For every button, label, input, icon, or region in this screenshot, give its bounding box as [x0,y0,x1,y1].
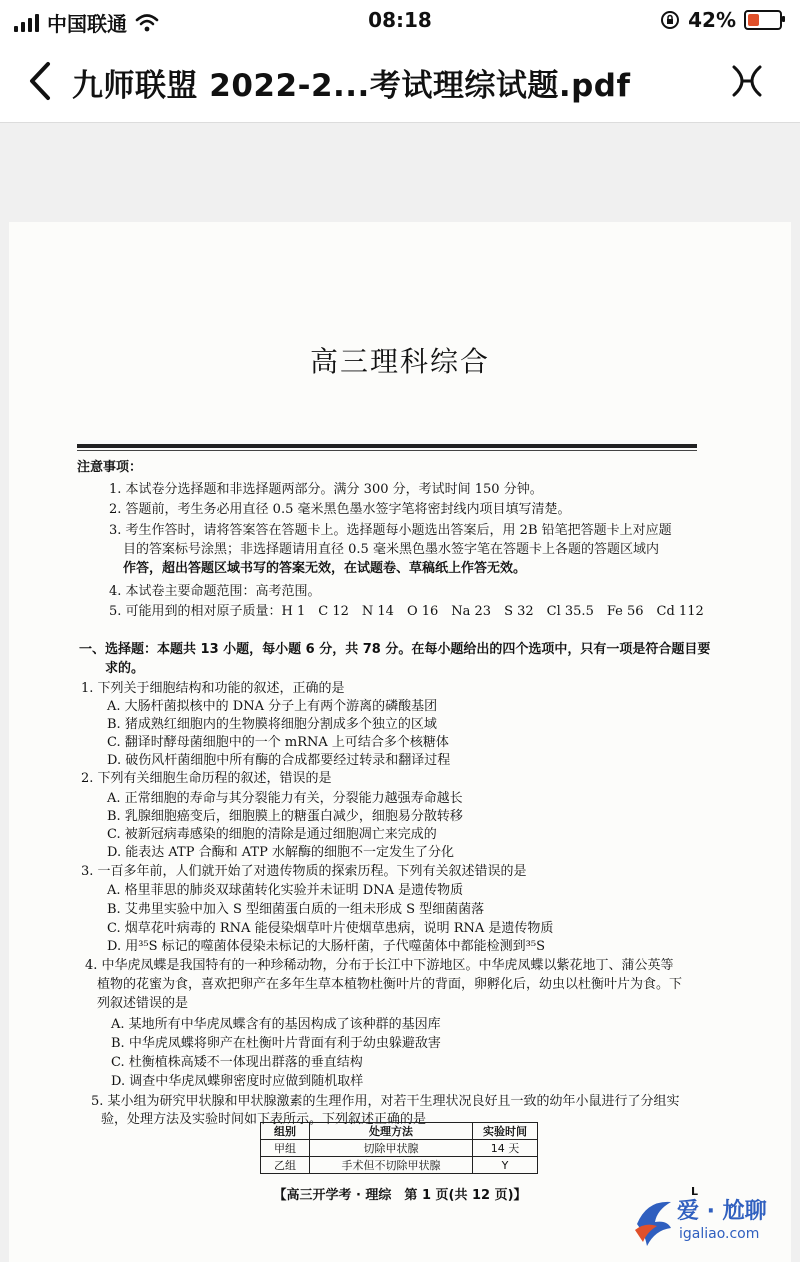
notice-heading: 注意事项： [77,460,143,475]
chevron-left-icon[interactable] [22,58,62,104]
table-header-cell: 处理方法 [310,1123,473,1140]
option-line: A. 正常细胞的寿命与其分裂能力有关，分裂能力越强寿命越长 [107,791,463,806]
battery-percent: 42% [688,8,736,32]
option-line: C. 杜衡植株高矮不一体现出群落的垂直结构 [111,1055,363,1070]
notice-line: 3. 考生作答时，请将答案答在答题卡上。选择题每小题选出答案后，用 2B 铅笔把答题卡上对应题 [109,523,672,538]
status-time: 08:18 [368,8,432,32]
title-rule-thin [77,450,697,451]
nav-bar [0,40,800,123]
table-cell: 乙组 [261,1157,310,1174]
document-title: 高三理科综合 [309,345,490,378]
table-cell: 甲组 [261,1140,310,1157]
notice-line: 5. 可能用到的相对原子质量：H 1 C 12 N 14 O 16 Na 23 S 32 Cl 35.5 Fe 56 Cd 112 [109,604,704,619]
watermark-logo-icon [631,1194,675,1250]
table-header-cell: 组别 [261,1123,310,1140]
option-line: A. 格里菲思的肺炎双球菌转化实验并未证明 DNA 是遗传物质 [107,883,464,898]
question-line: 5. 某小组为研究甲状腺和甲状腺激素的生理作用，对若干生理状况良好且一致的幼年小鼠进行了分组实 [91,1094,680,1109]
section-heading: 求的。 [105,661,145,676]
table-cell: 14 天 [473,1140,538,1157]
file-title: 九师联盟 2022-2...考试理综试题.pdf [72,68,631,104]
option-line: B. 艾弗里实验中加入 S 型细菌蛋白质的一组未形成 S 型细菌菌落 [107,902,485,917]
option-line: D. 破伤风杆菌细胞中所有酶的合成都要经过转录和翻译过程 [107,753,451,768]
question-line: 1. 下列关于细胞结构和功能的叙述，正确的是 [81,681,345,696]
table-header-cell: 实验时间 [473,1123,538,1140]
carrier-name: 中国联通 [47,12,127,36]
table-cell: 手术但不切除甲状腺 [310,1157,473,1174]
notice-line: 目的答案标号涂黑；非选择题请用直径 0.5 毫米黑色墨水签字笔在答题卡上各题的答题区域内 [123,542,659,557]
experiment-table [260,1122,538,1174]
question-line: 验，处理方法及实验时间如下表所示。下列叙述正确的是 [101,1112,427,1127]
question-line: 4. 中华虎凤蝶是我国特有的一种珍稀动物，分布于长江中下游地区。中华虎凤蝶以紫花地丁、蒲公英等 [85,958,674,973]
battery-icon [744,10,782,30]
watermark [631,1192,800,1254]
option-line: C. 被新冠病毒感染的细胞的清除是通过细胞凋亡来完成的 [107,827,437,842]
rotation-lock-icon [660,10,680,30]
notice-line: 4. 本试卷主要命题范围：高考范围。 [109,584,321,599]
question-line: 植物的花蜜为食，喜欢把卵产在多年生草本植物杜衡叶片的背面，卵孵化后，幼虫以杜衡叶片为食。下 [97,977,683,992]
status-right [660,8,782,32]
page-mark: L [691,1185,699,1198]
pdf-page[interactable] [9,222,791,1262]
table-cell: 切除甲状腺 [310,1140,473,1157]
expand-icon[interactable] [730,64,764,98]
question-line: 3. 一百多年前，人们就开始了对遗传物质的探索历程。下列有关叙述错误的是 [81,864,527,879]
option-line: D. 能表达 ATP 合酶和 ATP 水解酶的细胞不一定发生了分化 [107,845,454,860]
option-line: B. 中华虎凤蝶将卵产在杜衡叶片背面有利于幼虫躲避敌害 [111,1036,441,1051]
option-line: D. 调查中华虎凤蝶卵密度时应做到随机取样 [111,1074,364,1089]
option-line: D. 用³⁵S 标记的噬菌体侵染未标记的大肠杆菌，子代噬菌体中都能检测到³⁵S [107,939,546,954]
page-footer: 【高三开学考 · 理综 第 1 页(共 12 页)】 [273,1188,527,1203]
status-bar [0,0,800,40]
question-line: 2. 下列有关细胞生命历程的叙述，错误的是 [81,771,332,786]
table-cell: Y [473,1157,538,1174]
option-line: B. 乳腺细胞癌变后，细胞膜上的糖蛋白减少，细胞易分散转移 [107,809,463,824]
option-line: C. 翻译时酵母菌细胞中的一个 mRNA 上可结合多个核糖体 [107,735,449,750]
table-row [261,1140,538,1157]
table-header-row [261,1123,538,1140]
watermark-url: igaliao.com [679,1226,760,1242]
notice-line: 作答，超出答题区域书写的答案无效，在试题卷、草稿纸上作答无效。 [123,561,527,576]
question-line: 列叙述错误的是 [97,996,189,1011]
title-rule [77,444,697,448]
notice-line: 2. 答题前，考生务必用直径 0.5 毫米黑色墨水签字笔将密封线内项目填写清楚。 [109,502,571,517]
option-line: A. 大肠杆菌拟核中的 DNA 分子上有两个游离的磷酸基团 [107,699,438,714]
section-heading: 一、选择题：本题共 13 小题，每小题 6 分，共 78 分。在每小题给出的四个选项中，只有一项是符合题目要 [79,642,711,657]
table-row [261,1157,538,1174]
watermark-name: 爱 · 尬聊 [677,1199,767,1224]
battery-fill [748,14,759,26]
option-line: B. 猪成熟红细胞内的生物膜将细胞分割成多个独立的区域 [107,717,437,732]
option-line: A. 某地所有中华虎凤蝶含有的基因构成了该种群的基因库 [111,1017,441,1032]
notice-line: 1. 本试卷分选择题和非选择题两部分。满分 300 分，考试时间 150 分钟。 [109,482,543,497]
option-line: C. 烟草花叶病毒的 RNA 能侵染烟草叶片使烟草患病，说明 RNA 是遗传物质 [107,921,554,936]
